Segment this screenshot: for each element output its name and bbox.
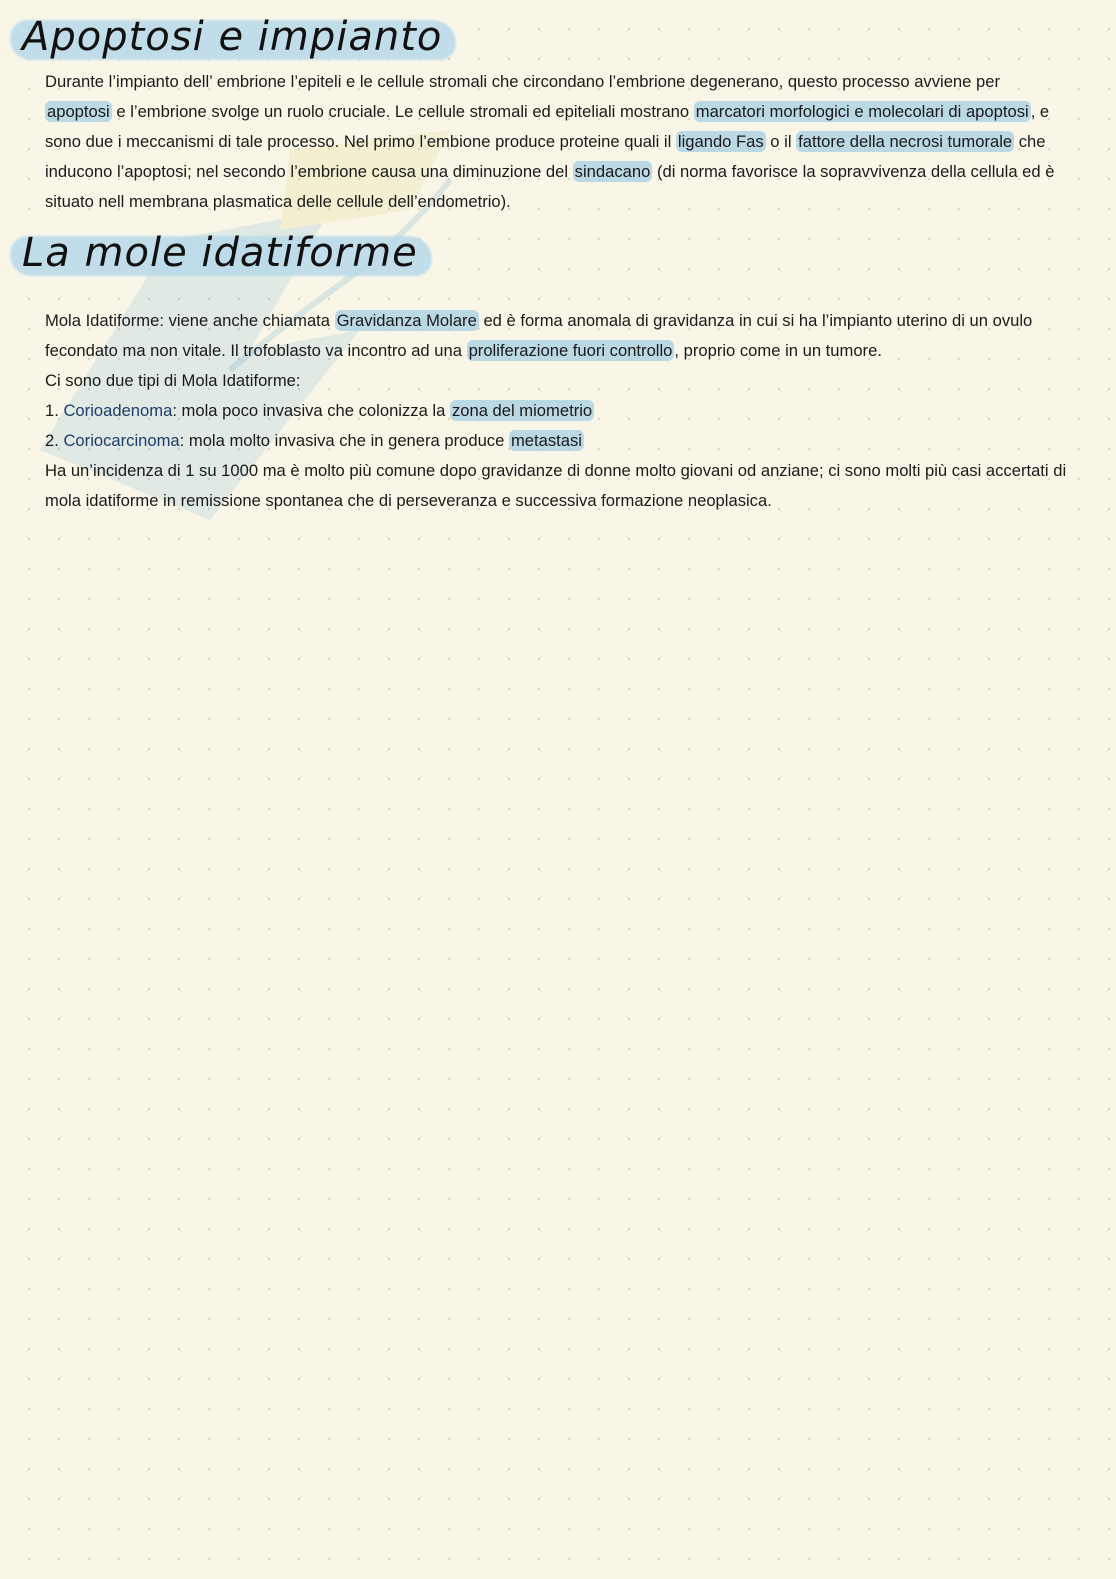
list-item: 1. Corioadenoma: mola poco invasiva che colonizza la zona del miometrio <box>45 401 593 420</box>
term-coriocarcinoma: Coriocarcinoma <box>63 431 180 450</box>
highlight-term: fattore della necrosi tumorale <box>798 132 1013 151</box>
highlight-term: sindacano <box>574 162 651 181</box>
highlight-term: ligando Fas <box>677 132 764 151</box>
list-item: 2. Coriocarcinoma: mola molto invasiva che in genera produce metastasi <box>45 431 582 450</box>
highlight-term: zona del miometrio <box>451 401 593 420</box>
section-heading-apoptosi: Apoptosi e impianto <box>22 14 442 60</box>
highlight-term: Gravidanza Molare <box>336 311 477 330</box>
paragraph-mola <box>45 306 1070 516</box>
section-heading-mola: La mole idatiforme <box>22 230 418 276</box>
mola-intro: Mola Idatiforme: viene anche chiamata Gravidanza Molare ed è forma anomala di gravidanza in cui si ha l’impianto uterino di un ovulo fecondato ma non vitale. Il trofoblasto va incontro ad una proliferazione fuori controllo , proprio come in un tumore. <box>45 311 1033 360</box>
mola-incidence: Ha un’incidenza di 1 su 1000 ma è molto più comune dopo gravidanze di donne molto giovani od anziane; ci sono molti più casi accertati di mola idatiforme in remissione spontanea che di perseveranza e successiva formazione neoplasica. <box>45 461 1067 510</box>
highlight-term: apoptosi <box>47 102 110 121</box>
paragraph-apoptosi: Durante l’impianto dell’ embrione l’epiteli e le cellule stromali che circondano l’embrione degenerano, questo processo avviene per apoptosi e l’embrione svolge un ruolo cruciale. Le cellule stromali ed epiteliali mostrano marcatori morfologici e molecolari di apoptosi , e sono due i meccanismi di tale processo. Nel primo l’embione produce proteine quali il ligando Fas o il fattore della necrosi tumorale che inducono l’apoptosi; nel secondo l’embrione causa una diminuzione del sindacano (di norma favorisce la sopravvivenza della cellula ed è situato nell membrana plasmatica delle cellule dell’endometrio). <box>45 72 1055 211</box>
highlight-term: metastasi <box>510 431 582 450</box>
highlight-term: proliferazione fuori controllo <box>468 341 673 360</box>
term-corioadenoma: Corioadenoma <box>63 401 173 420</box>
highlight-term: marcatori morfologici e molecolari di apoptosi <box>695 102 1029 121</box>
mola-types-intro: Ci sono due tipi di Mola Idatiforme: <box>45 371 301 390</box>
